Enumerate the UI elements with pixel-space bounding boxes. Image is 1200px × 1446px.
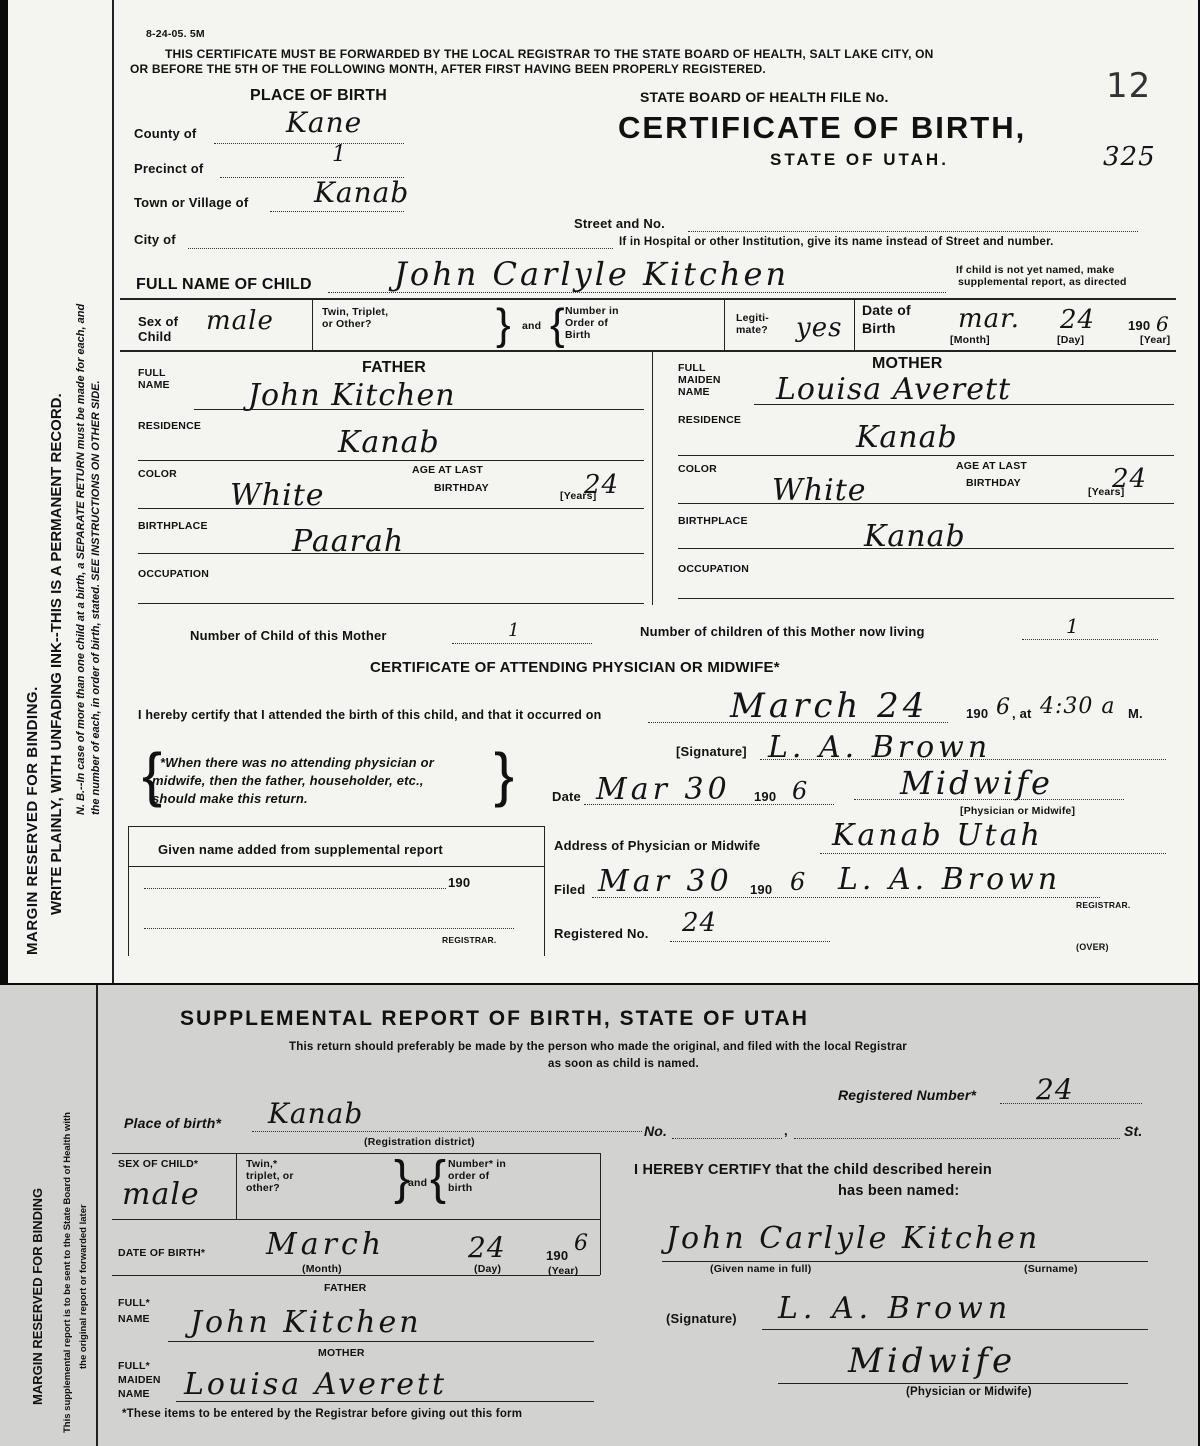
over-label: (OVER) [1076,942,1109,952]
supp-intro-line2: as soon as child is named. [548,1058,699,1070]
county-value: Kane [286,106,363,139]
supp-st-label: St. [1124,1123,1143,1139]
sex-label: Sex of Child [138,314,179,344]
father-color-label: COLOR [138,468,177,480]
mother-color-value: White [772,473,867,508]
mother-age-label2: BIRTHDAY [966,477,1021,489]
mother-birthplace-value: Kanab [864,519,966,554]
supp-registered-value: 24 [1036,1073,1074,1106]
and-label: and [522,320,542,332]
filed-hand: Mar 30 [598,864,733,899]
supp-year-caption: (Year) [548,1265,579,1277]
supp-father-value: John Kitchen [190,1305,422,1340]
supp-father-label: FULL* NAME [118,1297,150,1325]
father-age-value: 24 [584,470,620,500]
filed-label: Filed [554,882,586,897]
birth-time: 4:30 a [1040,694,1116,719]
mother-heading: MOTHER [872,355,943,372]
supp-dob-label: DATE OF BIRTH* [118,1247,206,1259]
supp-role-caption: (Physician or Midwife) [906,1386,1032,1398]
month-caption: [Month] [950,334,990,346]
mother-occupation-label: OCCUPATION [678,563,750,575]
supp-sex-label: SEX OF CHILD* [118,1158,199,1170]
dob-year-prefix: 190 [1128,318,1151,333]
birth-certificate: MARGIN RESERVED FOR BINDING. WRITE PLAINLY, WITH UNFADING INK--THIS IS A PERMANENT RECORD. N. B.--In case of more than one child at a birth, a SEPARATE RETURN must be made for each, and the number of each, in order of birth, stated. SEE INSTRUCTIONS ON OTHER SIDE. 8-24-05. 5M THIS CERTIFICATE MUST BE FORWARDED BY THE LOCAL REGISTRAR TO THE STATE BOARD OF HEALTH, SALT LAKE CITY, ON OR BEFORE THE 5TH OF THE FOLLOWING MONTH, AFTER FIRST HAVING BEEN PROPERLY REGISTERED. PLACE OF BIRTH STATE BOARD OF HEALTH FILE No. 12 CERTIFICATE OF BIRTH, STATE OF UTAH. 325 County of Kane Precinct of 1 Town or Village of Kanab Street and No. City of If in Hospital or other Institution, give its name instead of Street and number. FULL NAME OF CHILD John Carlyle Kitchen If child is not yet named, make supplemental report, as directed Sex of Child male Twin, Triplet, or Other? } and { Number in Order of Birth Legiti-mate? yes Date of Birth mar. 24 190 6 [Month] [Day] [Year] FATHER MOTHER FULL NAME John Kitchen FULL MAIDEN NAME Louisa Averett RESIDENCE Kanab RESIDENCE Kanab COLOR AGE AT LAST BIRTHDAY White 24 [Years] COLOR AGE AT LAST BIRTHDAY White 24 [Years] BIRTHPLACE Paarah BIRTHPLACE Kanab OCCUPATION OCCUPATION Number of Child of this Mother 1 Number of children of this Mother now living 1 CERTIFICATE OF ATTENDING PHYSICIAN OR MIDWIFE* I hereby certify that I attended the birth of this child, and that it occurred on March 24 190 6 , at 4:30 a M. [Signature] L. A. Brown { *When there was no attending physician or midwife, then the father, householder, etc., should make this return. } Date Mar 30 190 6 Midwife [Physician or Midwife] Given name added from supplemental report 190 REGISTRAR. Address of Physician or Midwife Kanab Utah Filed Mar 30 190 6 L. A. Brown REGISTRAR. Registered No. 24 (OVER) [8,0,1198,983]
physician-heading: CERTIFICATE OF ATTENDING PHYSICIAN OR MIDWIFE* [370,659,780,676]
supp-intro-line1: This return should preferably be made by the person who made the original, and filed with the local Registrar [289,1041,907,1053]
supp-mother-heading: MOTHER [318,1347,365,1359]
supp-no-label: No. [644,1123,668,1139]
father-occupation-label: OCCUPATION [138,568,210,580]
birth-date-hand: March 24 [730,686,929,726]
role-caption: [Physician or Midwife] [960,805,1076,817]
not-named-note-line2: supplemental report, as directed [958,276,1127,288]
file-no-label: STATE BOARD OF HEALTH FILE No. [640,89,889,105]
twin-label: Twin, Triplet, or Other? [322,306,389,330]
registered-no-value: 24 [682,908,718,938]
hospital-note: If in Hospital or other Institution, give its name instead of Street and number. [619,236,1054,248]
nb-note-line1: N. B.--In case of more than one child at a birth, a SEPARATE RETURN must be made for each, and [75,303,87,815]
certify-text: I hereby certify that I attended the birth of this child, and that it occurred on [138,708,602,722]
mother-residence-value: Kanab [856,420,958,455]
supp-certify-line2: has been named: [838,1183,960,1199]
filed-year-suffix: 6 [790,868,807,896]
father-years-caption: [Years] [560,490,597,502]
birth-year-suffix: 6 [996,695,1011,720]
supp-sex-value: male [122,1177,200,1212]
supp-mother-value: Louisa Averett [184,1367,448,1402]
file-no: 12 [1106,66,1152,106]
supp-number-label: Number* in order of birth [448,1158,507,1194]
note-line1: *When there was no attending physician or [160,755,435,770]
mother-full-maiden-label: FULL MAIDEN NAME [678,362,721,398]
date-label: Date [552,789,581,804]
supp-father-heading: FATHER [324,1282,367,1294]
precinct-label: Precinct of [134,161,204,176]
date-of-birth-label: Date of Birth [862,302,911,336]
mother-birthplace-label: BIRTHPLACE [678,515,748,527]
mother-age-value: 24 [1112,464,1148,494]
address-label: Address of Physician or Midwife [554,838,761,853]
margin-binding-text: MARGIN RESERVED FOR BINDING. [24,686,41,955]
supplemental-report: MARGIN RESERVED FOR BINDING This supplemental report is to be sent to the State Board of Health with the original report or forwarded later SUPPLEMENTAL REPORT OF BIRTH, STATE OF UTAH This return should preferably be made by the person who made the original, and filed with the local Registrar as soon as child is named. Registered Number* 24 Place of birth* Kanab (Registration district) No. , St. SEX OF CHILD* male Twin,* triplet, or other? } and { Number* in order of birth DATE OF BIRTH* March 24 190 6 (Month) (Day) (Year) FATHER FULL* NAME John Kitchen MOTHER FULL* MAIDEN NAME Louisa Averett *These items to be entered by the Registrar before giving out this form I HEREBY CERTIFY that the child described herein has been named: John Carlyle Kitchen (Given name in full) (Surname) (Signature) L. A. Brown Midwife (Physician or Midwife) [0,985,1198,1446]
year-caption: [Year] [1140,334,1171,346]
note-line3: should make this return. [152,791,308,806]
county-label: County of [134,126,197,141]
birth-year-prefix: 190 [966,706,989,721]
child-name-value: John Carlyle Kitchen [394,255,790,293]
dob-day: 24 [1060,305,1096,335]
child-name-label: FULL NAME OF CHILD [136,276,312,293]
legit-value: yes [796,313,843,343]
date-year-prefix: 190 [754,789,777,804]
day-caption: [Day] [1057,334,1085,346]
supp-role-hand: Midwife [848,1341,1017,1381]
notice-line2: OR BEFORE THE 5TH OF THE FOLLOWING MONTH, AFTER FIRST HAVING BEEN PROPERLY REGISTERED. [130,62,766,76]
supp-place-value: Kanab [268,1097,364,1130]
supp-side-note1: This supplemental report is to be sent to the State Board of Health with [62,1112,73,1433]
supp-month-caption: (Month) [302,1263,342,1275]
role-hand: Midwife [900,764,1053,802]
not-named-note-line1: If child is not yet named, make [956,264,1115,276]
supp-given-caption: (Given name in full) [710,1263,812,1275]
father-age-label2: BIRTHDAY [434,482,489,494]
mother-name-value: Louisa Averett [776,372,1012,407]
supp-registered-label: Registered Number* [838,1087,977,1103]
given-registrar-caption: REGISTRAR. [442,935,497,945]
town-label: Town or Village of [134,195,249,210]
number-child-value: 1 [508,620,521,641]
town-value: Kanab [314,176,410,209]
legit-label: Legiti-mate? [736,312,769,336]
supp-day-caption: (Day) [474,1263,502,1275]
supp-certify-line1: I HEREBY CERTIFY that the child described herein [634,1162,992,1178]
supp-and-label: and [408,1177,428,1189]
supp-dob-year-prefix: 190 [546,1248,569,1263]
stamp-number: 325 [1103,142,1156,172]
supp-dob-month: March [266,1227,386,1262]
certificate-title: CERTIFICATE OF BIRTH, [618,110,1027,145]
mother-years-caption: [Years] [1088,486,1125,498]
father-heading: FATHER [362,359,427,376]
supp-signature-value: L. A. Brown [778,1291,1013,1326]
given-name-label: Given name added from supplemental report [158,842,443,857]
mother-color-label: COLOR [678,463,717,475]
supp-mother-label: FULL* MAIDEN NAME [118,1360,161,1400]
father-full-name-label: FULL NAME [138,367,170,391]
father-residence-value: Kanab [338,425,440,460]
signature-label: [Signature] [676,744,747,759]
father-residence-label: RESIDENCE [138,420,202,432]
supp-registration-district: (Registration district) [364,1136,475,1148]
notice-line1: THIS CERTIFICATE MUST BE FORWARDED BY THE LOCAL REGISTRAR TO THE STATE BOARD OF HEALTH, SALT LAKE CITY, ON [165,47,934,61]
supp-dob-day: 24 [468,1231,506,1264]
note-line2: midwife, then the father, householder, etc., [152,773,424,788]
supp-signature-label: (Signature) [666,1311,737,1326]
given-year-prefix: 190 [448,875,471,890]
supp-margin-text: MARGIN RESERVED FOR BINDING [30,1187,45,1405]
mother-residence-label: RESIDENCE [678,414,742,426]
mother-age-label1: AGE AT LAST [956,460,1028,472]
state-label: STATE OF UTAH. [770,150,949,169]
supp-footnote: *These items to be entered by the Registrar before giving out this form [122,1408,523,1420]
date-hand: Mar 30 [596,772,731,807]
date-year-suffix: 6 [792,777,809,805]
supp-place-label: Place of birth* [124,1115,222,1131]
supp-margin-rule [96,985,98,1446]
father-name-value: John Kitchen [248,378,456,413]
filed-registrar-caption: REGISTRAR. [1076,900,1131,910]
at-label: , at [1012,706,1032,721]
supp-surname-caption: (Surname) [1024,1263,1078,1275]
address-value: Kanab Utah [832,818,1043,853]
nb-note-line2: the number of each, in order of birth, stated. SEE INSTRUCTIONS ON OTHER SIDE. [90,380,102,815]
living-label: Number of children of this Mother now living [640,624,925,639]
supp-dob-year-suffix: 6 [574,1231,589,1256]
supp-twin-label: Twin,* triplet, or other? [246,1158,294,1194]
supp-title: SUPPLEMENTAL REPORT OF BIRTH, STATE OF UTAH [180,1007,809,1030]
city-label: City of [134,232,176,247]
filed-year-prefix: 190 [750,882,773,897]
number-order-label: Number in Order of Birth [565,305,619,341]
signature-value: L. A. Brown [768,730,992,765]
father-birthplace-label: BIRTHPLACE [138,520,208,532]
write-plainly-text: WRITE PLAINLY, WITH UNFADING INK--THIS IS A PERMANENT RECORD. [48,393,65,915]
place-of-birth-heading: PLACE OF BIRTH [250,87,388,104]
supp-given-name-value: John Carlyle Kitchen [666,1221,1041,1256]
supp-side-note2: the original report or forwarded later [78,1204,89,1369]
dob-year-suffix: 6 [1156,312,1170,336]
registered-no-label: Registered No. [554,926,649,941]
margin-rule [112,0,114,983]
dob-month: mar. [958,304,1020,334]
number-child-label: Number of Child of this Mother [190,628,387,643]
father-birthplace-value: Paarah [292,524,405,559]
form-code: 8-24-05. 5M [146,28,205,40]
precinct-value: 1 [332,142,347,167]
father-age-label1: AGE AT LAST [412,464,484,476]
sex-value: male [206,306,274,336]
street-label: Street and No. [574,216,665,231]
living-value: 1 [1066,614,1080,638]
m-label: M. [1128,706,1143,721]
filed-registrar: L. A. Brown [838,862,1062,897]
father-color-value: White [230,478,325,513]
